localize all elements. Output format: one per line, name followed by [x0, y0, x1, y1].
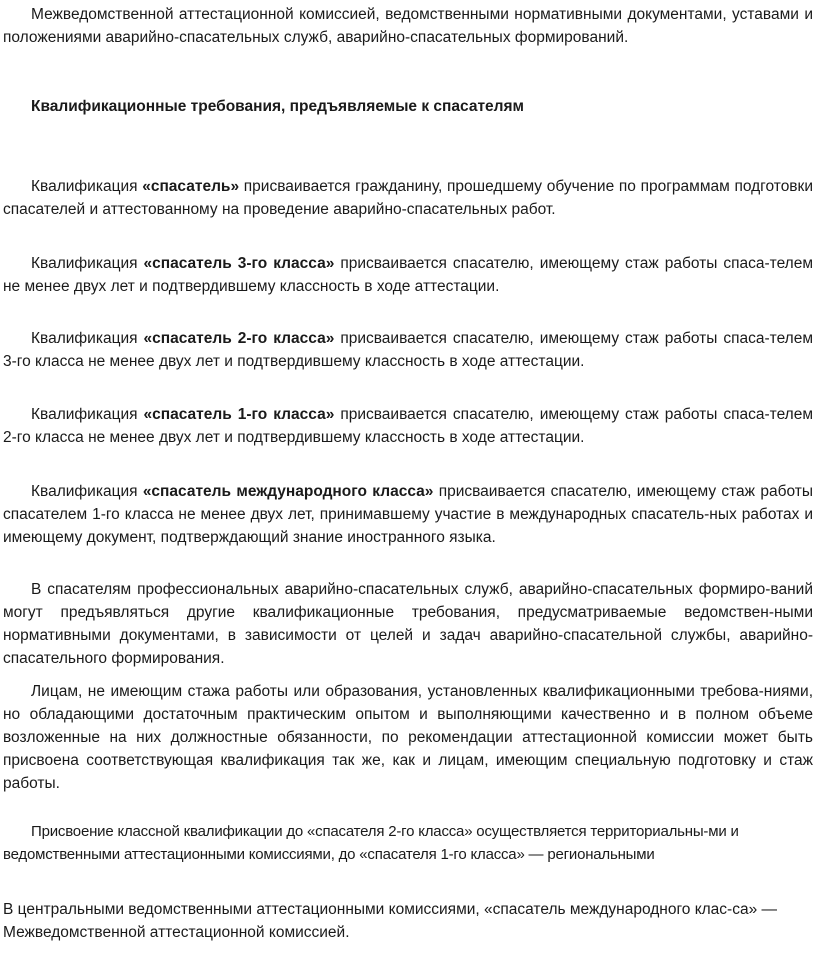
qualification-class-3 — [3, 252, 813, 298]
qualification-international — [3, 480, 813, 549]
assignment-central-paragraph: В центральными ведомственными аттестационными комиссиями, «спасатель международного клас-са» — Межведомственной аттестационной комиссией. — [3, 901, 778, 941]
assignment-regional-paragraph: Присвоение классной квалификации до «спасателя 2-го класса» осуществляется территориальны-ми и ведомственными аттестационными комиссиями, до «спасателя 1-го класса» — региональными — [3, 823, 739, 863]
qualification-text: присваивается гражданину, прошедшему обучение по программам подготовки спасателей и аттестованному на проведение аварийно-спасательных работ. — [3, 178, 813, 218]
qualification-title: «спасатель 3-го класса» — [143, 255, 335, 272]
qualification-class-1 — [3, 403, 813, 449]
intro-paragraph — [3, 3, 813, 49]
section-heading: Квалификационные требования, предъявляемые к спасателям — [31, 98, 525, 115]
qualification-text: присваивается спасателю, имеющему стаж работы спаса-телем 3-го класса не менее двух лет и подтвердившему классность в ходе аттестации. — [3, 330, 813, 370]
persons-without-experience-paragraph: Лицам, не имеющим стажа работы или образования, установленных квалификационными требова-ниями, но обладающими достаточным практическим опытом и выполняющими качественно и в полном объеме возложенные на них должностные обязанности, по рекомендации аттестационной комиссии может быть присвоена соответствующая квалификация так же, как и лицам, имеющим специальную подготовку и стаж работы. — [3, 683, 813, 792]
qualification-title: «спасатель» — [142, 178, 240, 195]
qualification-rescuer — [3, 175, 813, 221]
qualification-text: присваивается спасателю, имеющему стаж работы спаса-телем не менее двух лет и подтвердившему классность в ходе аттестации. — [3, 255, 813, 295]
qualification-title: «спасатель международного класса» — [142, 483, 434, 500]
additional-requirements-paragraph: В спасателям профессиональных аварийно-спасательных служб, аварийно-спасательных формиро-ваний могут предъявляться другие квалификационные требования, предусматриваемые ведомствен-ными нормативными документами, в зависимости от целей и задач аварийно-спасательной службы, аварийно-спасательного формирования. — [3, 581, 813, 667]
qualification-class-2 — [3, 327, 813, 373]
qualification-prefix: Квалификация — [31, 255, 144, 272]
qualification-title: «спасатель 1-го класса» — [143, 406, 335, 423]
qualification-title: «спасатель 2-го класса» — [143, 330, 335, 347]
qualification-prefix: Квалификация — [31, 483, 143, 500]
qualification-prefix: Квалификация — [31, 178, 143, 195]
qualification-prefix: Квалификация — [31, 330, 144, 347]
qualification-prefix: Квалификация — [31, 406, 144, 423]
intro-text: Межведомственной аттестационной комиссией, ведомственными нормативными документами, уставами и положениями аварийно-спасательных служб, аварийно-спасательных формирований. — [3, 6, 813, 46]
qualification-text: присваивается спасателю, имеющему стаж работы спаса-телем 2-го класса не менее двух лет и подтвердившему классность в ходе аттестации. — [3, 406, 813, 446]
qualification-text: присваивается спасателю, имеющему стаж работы спасателем 1-го класса не менее двух лет, принимавшему участие в международных спасатель-ных работах и имеющему документ, подтверждающий знание иностранного языка. — [3, 483, 813, 546]
